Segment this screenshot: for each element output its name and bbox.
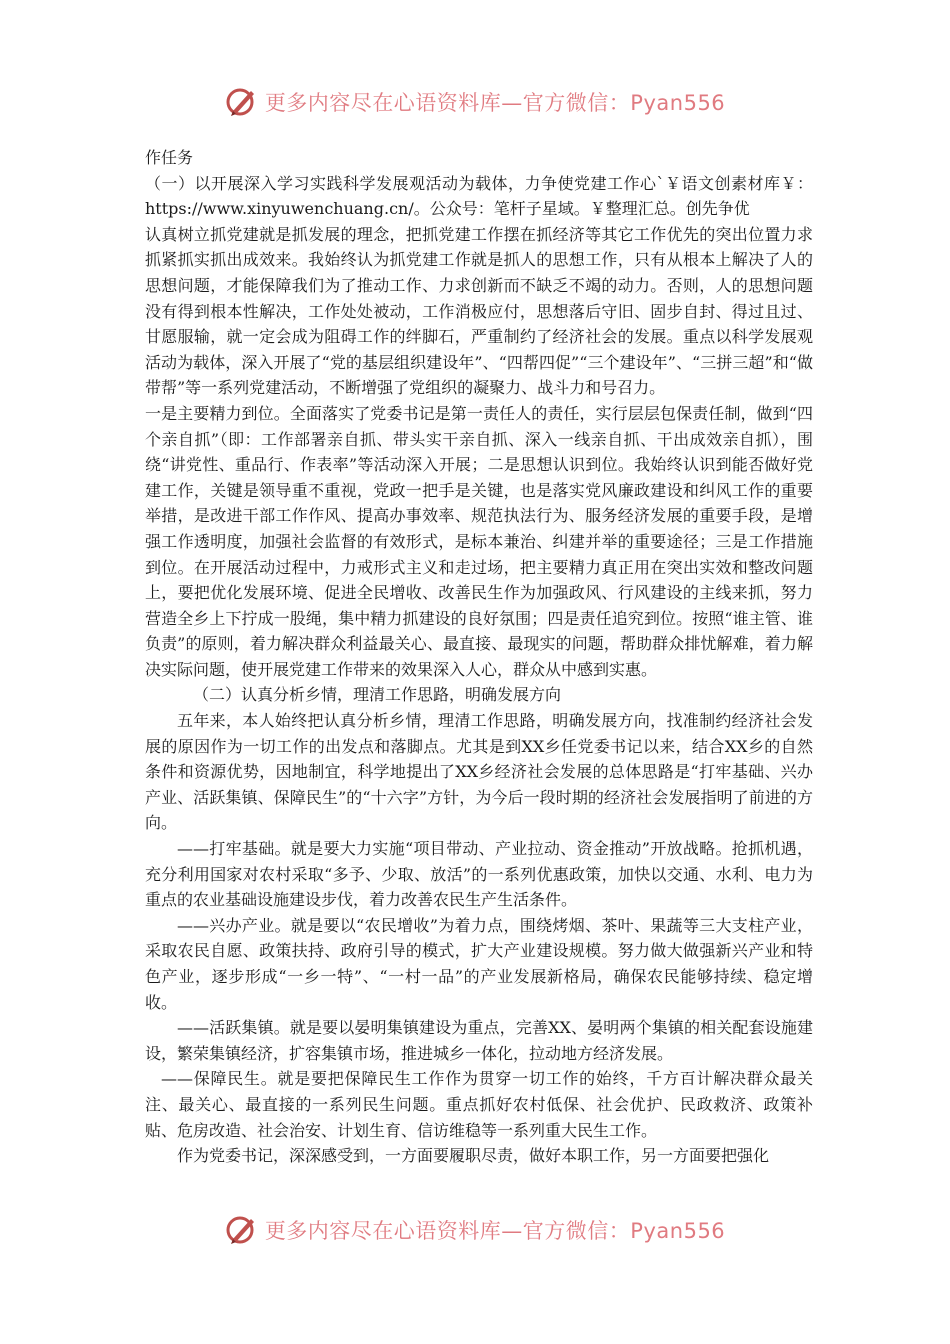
paragraph-party-building: 认真树立抓党建就是抓发展的理念，把抓党建工作摆在抓经济等其它工作优先的突出位置力求抓紧抓实抓出成效来。我始终认为抓党建工作就是抓人的思想工作，只有从根本上解决了人的思想问题，才能保障我们为了推动工作、力求创新而不缺乏不竭的动力。否则，人的思想问题没有得到根本性解决，工作处处被动，工作消极应付，思想落后守旧、固步自封、得过且过、甘愿服输，就一定会成为阻碍工作的绊脚石，严重制约了经济社会的发展。重点以科学发展观活动为载体，深入开展了“党的基层组织建设年”、“四帮四促”“三个建设年”、“三拼三超”和“做带帮”等一系列党建活动，不断增强了党组织的凝聚力、战斗力和号召力。 [145, 224, 813, 398]
paragraph-town: ——活跃集镇。就是要以晏明集镇建设为重点，完善XX、晏明两个集镇的相关配套设施建设，繁荣集镇经济，扩容集镇市场，推进城乡一体化，拉动地方经济发展。 [145, 1018, 813, 1063]
watermark-banner-bottom [0, 1208, 950, 1252]
paragraph-heading-2: （二）认真分析乡情，理清工作思路，明确发展方向 [193, 685, 562, 705]
paragraph-foundation: ——打牢基础。就是要大力实施“项目带动、产业拉动、资金推动”开放战略。抢抓机遇，充分利用国家对农村采取“多予、少取、放活”的一系列优惠政策，加快以交通、水利、电力为重点的农业基础设施建设步伐，着力改善农民生产生活条件。 [145, 839, 813, 910]
pen-logo-icon [225, 1213, 259, 1247]
watermark-text-top: 更多内容尽在心语资料库—官方微信：Pyan556 [264, 91, 726, 115]
paragraph-heading-1: （一）以开展深入学习实践科学发展观活动为载体，力争使党建工作心`￥语文创素材库￥：https://www.xinyuwenchuang.cn/。公众号：笔杆子星域。￥整理汇总。创先争优 [145, 173, 813, 219]
paragraph-secretary: 作为党委书记，深深感受到，一方面要履职尽责，做好本职工作，另一方面要把强化 [177, 1146, 770, 1166]
paragraph-five-years: 五年来，本人始终把认真分析乡情，理清工作思路，明确发展方向，找准制约经济社会发展的原因作为一切工作的出发点和落脚点。尤其是到XX乡任党委书记以来，结合XX乡的自然条件和资源优势，因地制宜，科学地提出了XX乡经济社会发展的总体思路是“打牢基础、兴办产业、活跃集镇、保障民生”的“十六字”方针，为今后一段时期的经济社会发展指明了前进的方向。 [145, 711, 813, 833]
pen-logo-icon [225, 85, 259, 119]
paragraph-livelihood: ——保障民生。就是要把保障民生工作作为贯穿一切工作的始终，千方百计解决群众最关注、最关心、最直接的一系列民生问题。重点抓好农村低保、社会优护、民政救济、政策补贴、危房改造、社会治安、计划生育、信访维稳等一系列重大民生工作。 [145, 1069, 813, 1140]
watermark-text-bottom: 更多内容尽在心语资料库—官方微信：Pyan556 [264, 1219, 726, 1243]
paragraph-industry: ——兴办产业。就是要以“农民增收”为着力点，围绕烤烟、茶叶、果蔬等三大支柱产业，采取农民自愿、政策扶持、政府引导的模式，扩大产业建设规模。努力做大做强新兴产业和特色产业，逐步形成“一乡一特”、“一村一品”的产业发展新格局，确保农民能够持续、稳定增收。 [145, 915, 813, 1012]
paragraph-section-tail: 作任务 [145, 148, 194, 167]
document-body [145, 145, 813, 1169]
watermark-banner-top [0, 80, 950, 124]
paragraph-four-measures: 一是主要精力到位。全面落实了党委书记是第一责任人的责任，实行层层包保责任制，做到“四个亲自抓”（即：工作部署亲自抓、带头实干亲自抓、深入一线亲自抓、干出成效亲自抓），围绕“讲党性、重品行、作表率”等活动深入开展；二是思想认识到位。我始终认识到能否做好党建工作，关键是领导重不重视，党政一把手是关键，也是落实党风廉政建设和纠风工作的重要举措，是改进干部工作作风、提高办事效率、规范执法行为、服务经济发展的重要手段，是增强工作透明度，加强社会监督的有效形式，是标本兼治、纠建并举的重要途径；三是工作措施到位。在开展活动过程中，力戒形式主义和走过场，把主要精力真正用在突出实效和整改问题上，要把优化发展环境、促进全民增收、改善民生作为加强政风、行风建设的主线来抓，努力营造全乡上下拧成一股绳，集中精力抓建设的良好氛围；四是责任追究到位。按照“谁主管、谁负责”的原则，着力解决群众利益最关心、最直接、最现实的问题，帮助群众排忧解难，着力解决实际问题，使开展党建工作带来的效果深入人心，群众从中感到实惠。 [145, 403, 813, 679]
